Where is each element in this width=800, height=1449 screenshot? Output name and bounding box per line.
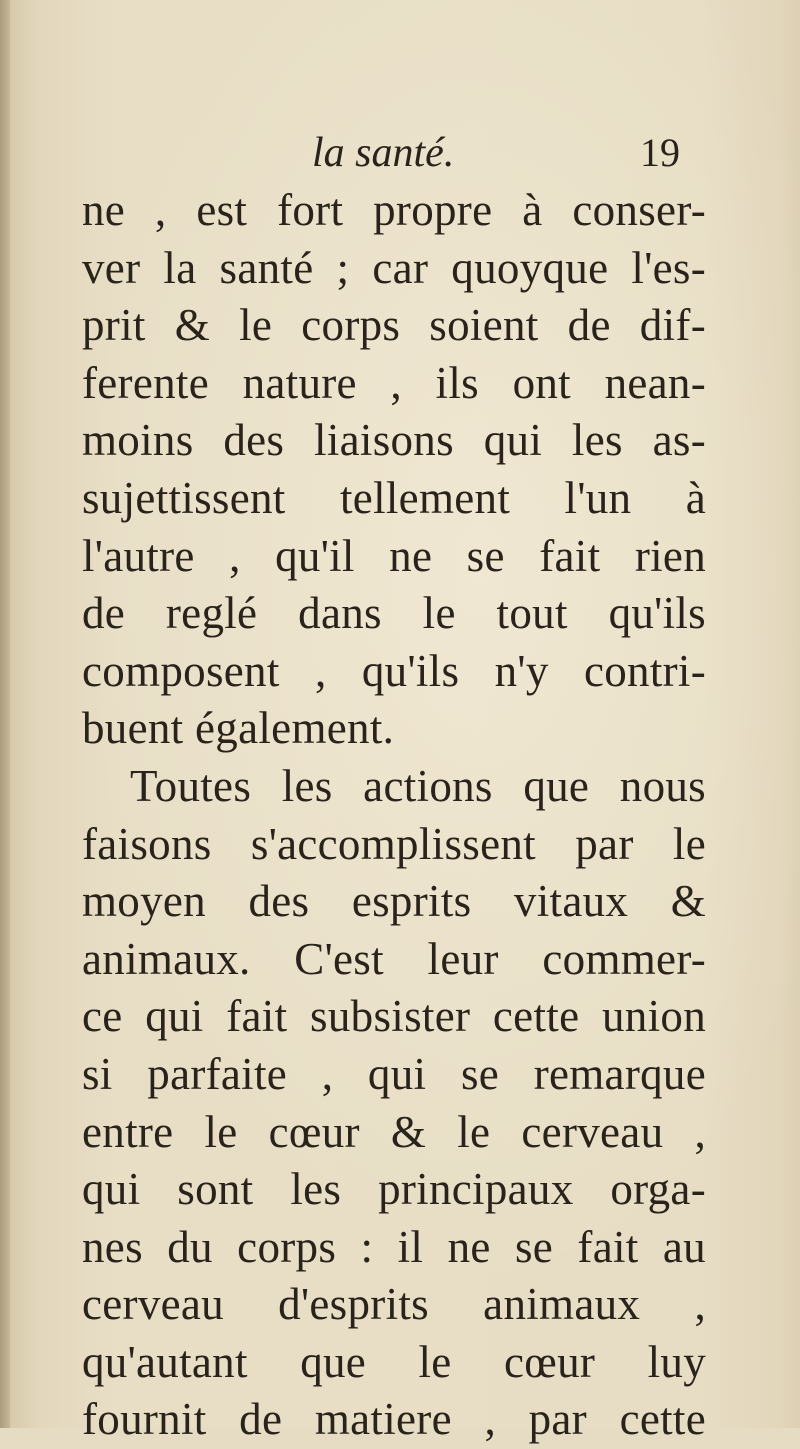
text-line: ce qui fait subsister cette union (82, 991, 706, 1042)
text-line: entre le cœur & le cerveau , (82, 1106, 706, 1157)
text-line: fournit de matiere , par cette (82, 1394, 706, 1445)
text-line: de reglé dans le tout qu'ils (82, 588, 706, 639)
text-line: ferente nature , ils ont nean- (82, 357, 706, 408)
text-line: si parfaite , qui se remarque (82, 1048, 706, 1099)
text-line: moins des liaisons qui les as- (82, 415, 706, 466)
paragraph-1 (82, 182, 706, 758)
running-head: la santé. (312, 130, 455, 176)
text-line: Toutes les actions que nous (130, 760, 706, 811)
text-line: moyen des esprits vitaux & (82, 876, 706, 927)
text-line: buent également. (82, 703, 395, 754)
text-line: l'autre , qu'il ne se fait rien (82, 530, 706, 581)
text-line: composent , qu'ils n'y contri- (82, 645, 706, 696)
paragraph-2 (82, 758, 706, 1449)
text-line: ne , est fort propre à conser- (82, 185, 706, 235)
text-line: cerveau d'esprits animaux , (82, 1279, 706, 1330)
text-line: qu'autant que le cœur luy (82, 1336, 706, 1387)
body-text (82, 182, 706, 1449)
page-number: 19 (640, 130, 680, 175)
page-header (0, 128, 800, 178)
text-line: nes du corps : il ne se fait au (82, 1221, 706, 1272)
page-gutter (0, 0, 10, 1428)
text-line: sujettissent tellement l'un à (82, 472, 706, 523)
text-line: animaux. C'est leur commer- (82, 933, 706, 984)
text-line: ver la santé ; car quoyque l'es- (82, 242, 706, 293)
text-line: qui sont les principaux orga- (82, 1164, 706, 1215)
text-line: prit & le corps soient de dif- (82, 300, 706, 351)
text-line: faisons s'accomplissent par le (82, 818, 706, 869)
